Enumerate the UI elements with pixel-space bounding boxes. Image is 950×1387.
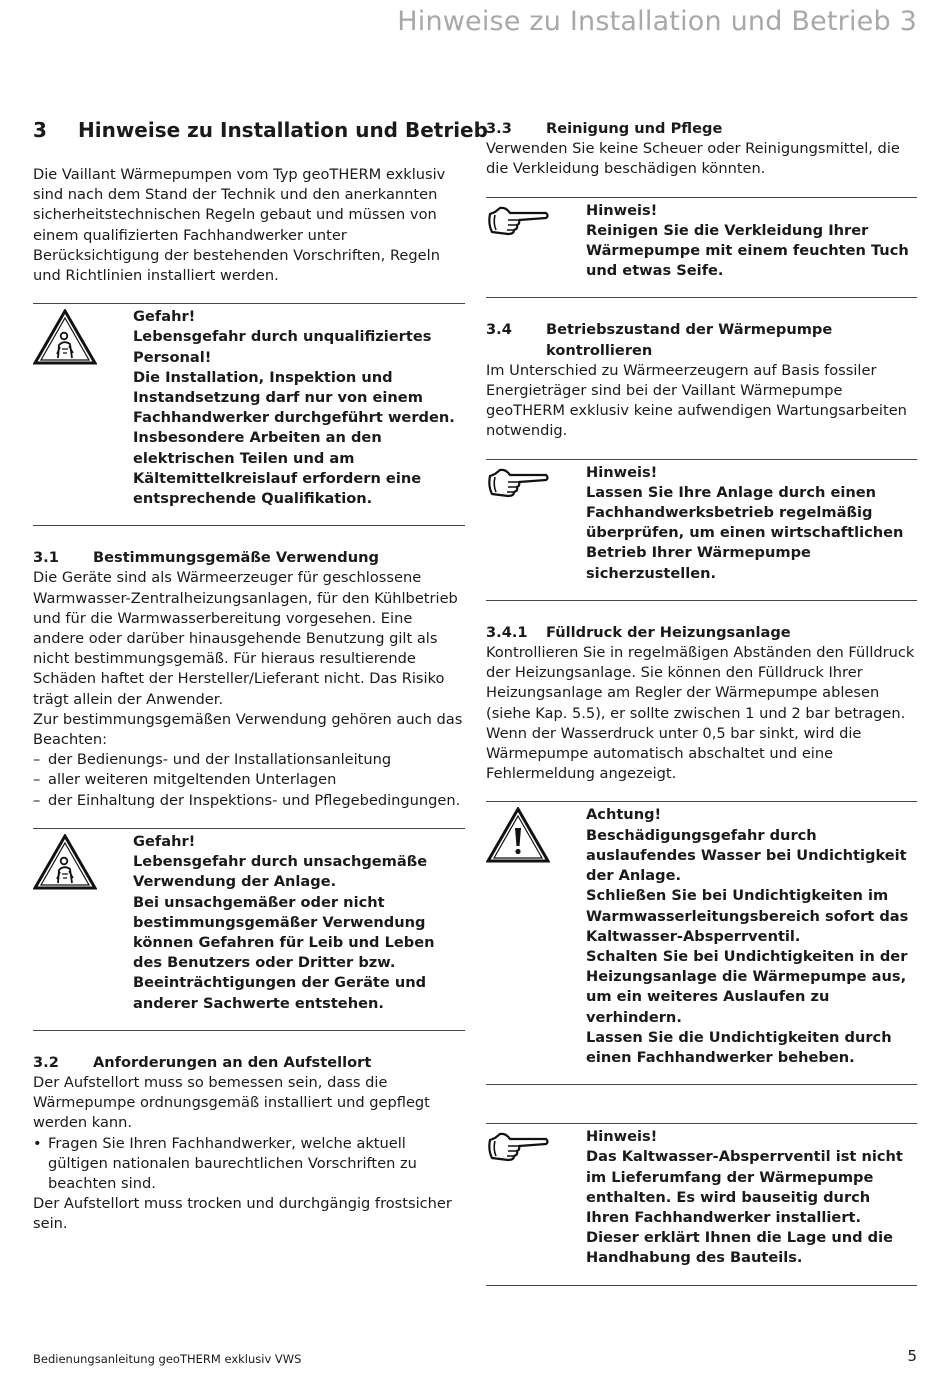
section-3-4-paragraph: Im Unterschied zu Wärmeerzeugern auf Basis fossiler Energieträger sind bei der Vaillant Wärmepumpe geoTHERM exklusiv keine aufwendigen Wartungsarbeiten notwendig. xyxy=(486,361,907,440)
caution-label: Achtung! xyxy=(586,806,662,824)
section-number: 3.4 xyxy=(486,321,512,339)
list-item: – der Einhaltung der Inspektions- und Pflegebedingungen. xyxy=(33,791,461,809)
list-item: – der Bedienungs- und der Installationsanleitung xyxy=(33,751,392,769)
section-3-2-paragraph-2: Der Aufstellort muss trocken und durchgängig frostsicher sein. xyxy=(33,1195,452,1233)
chapter-title xyxy=(33,118,488,142)
caution-box xyxy=(486,801,917,1085)
hint-body: Das Kaltwasser-Absperrventil ist nicht im Lieferumfang der Wärmepumpe enthalten. Es wird bauseitig durch Ihren Fachhandwerker installiert. Dieser erklärt Ihnen die Lage und die Handhabung des Bauteils. xyxy=(586,1148,903,1267)
section-number: 3.3 xyxy=(486,120,512,137)
danger-body: Die Installation, Inspektion und Instandsetzung darf nur von einem Fachhandwerker durchgeführt werden. Insbesondere Arbeiten an den elektrischen Teilen und am Kältemittelkreislauf erfordern eine entsprechende Qualifikation. xyxy=(133,368,455,508)
section-title: Fülldruck der Heizungsanlage xyxy=(546,623,791,641)
caution-instruction: Lassen Sie die Undichtigkeiten durch einen Fachhandwerker beheben. xyxy=(586,1028,892,1066)
section-3-3-heading xyxy=(486,119,917,139)
section-title: Reinigung und Pflege xyxy=(546,120,723,137)
section-number: 3.1 xyxy=(33,549,59,567)
hint-body: Reinigen Sie die Verkleidung Ihrer Wärmepumpe mit einem feuchten Tuch und etwas Seife. xyxy=(586,221,909,280)
page-footer: Bedienungsanleitung geoTHERM exklusiv VWS xyxy=(33,1352,302,1366)
right-column xyxy=(486,114,917,1286)
danger-box-2 xyxy=(33,828,465,1031)
danger-heading: Lebensgefahr durch unqualifiziertes Personal! xyxy=(133,328,432,366)
section-3-1-paragraph-1: Die Geräte sind als Wärmeerzeuger für geschlossene Warmwasser-Zentralheizungsanlagen, für den Kühlbetrieb und für die Warmwasserbereitung vorgesehen. Eine andere oder darüber hinausgehende Benutzung gilt als nicht bestimmungsgemäß. Für hieraus resultierende Schäden haftet der Hersteller/Lieferant nicht. Das Risiko trägt allein der Anwender. xyxy=(33,569,458,708)
section-3-3-paragraph: Verwenden Sie keine Scheuer oder Reinigungsmittel, die die Verkleidung beschädigen könnten. xyxy=(486,140,900,178)
section-3-1-paragraph-2: Zur bestimmungsgemäßen Verwendung gehören auch das Beachten: xyxy=(33,710,463,749)
bullet-item: • Fragen Sie Ihren Fachhandwerker, welche aktuell gültigen nationalen baurechtlichen Vorschriften zu beachten sind. xyxy=(33,1134,417,1192)
chapter-number: 3 xyxy=(33,118,47,142)
section-number: 3.2 xyxy=(33,1053,59,1071)
chapter-title-text: Hinweise zu Installation und Betrieb xyxy=(78,118,488,142)
hint-box-2 xyxy=(486,459,917,601)
section-3-1-heading xyxy=(33,548,465,568)
section-3-4-heading xyxy=(486,320,917,360)
caution-instruction: Schließen Sie bei Undichtigkeiten im Warmwasserleitungsbereich sofort das Kaltwasser-Absperrventil. xyxy=(586,887,909,945)
pointing-hand-icon xyxy=(486,460,586,600)
hint-body: Lassen Sie Ihre Anlage durch einen Fachhandwerksbetrieb regelmäßig überprüfen, um einen wirtschaftlichen Betrieb Ihrer Wärmepumpe sicherzustellen. xyxy=(586,483,904,582)
danger-heading: Lebensgefahr durch unsachgemäße Verwendung der Anlage. xyxy=(133,853,428,891)
caution-heading: Beschädigungsgefahr durch auslaufendes Wasser bei Undichtigkeit der Anlage. xyxy=(586,826,907,885)
hint-box-1 xyxy=(486,197,917,299)
hint-box-3 xyxy=(486,1123,917,1285)
hint-label: Hinweis! xyxy=(586,201,658,219)
hint-label: Hinweis! xyxy=(586,1128,658,1146)
section-number: 3.4.1 xyxy=(486,623,528,641)
section-3-2-heading xyxy=(33,1053,465,1073)
section-3-2-paragraph-1: Der Aufstellort muss so bemessen sein, dass die Wärmepumpe ordnungsgemäß installiert und gepflegt werden kann. xyxy=(33,1073,430,1132)
caution-instruction: Schalten Sie bei Undichtigkeiten in der Heizungsanlage die Wärmepumpe aus, um ein weiteres Auslaufen zu verhindern. xyxy=(586,947,908,1026)
danger-box-1 xyxy=(33,303,465,526)
left-column xyxy=(33,114,488,1235)
section-title: Anforderungen an den Aufstellort xyxy=(93,1053,372,1071)
hint-label: Hinweis! xyxy=(586,463,658,481)
section-3-4-1-paragraph: Kontrollieren Sie in regelmäßigen Abständen den Fülldruck der Heizungsanlage. Sie können den Fülldruck Ihrer Heizungsanlage am Regler der Wärmepumpe ablesen (siehe Kap. 5.5), er sollte zwischen 1 und 2 bar betragen. Wenn der Wasserdruck unter 0,5 bar sinkt, wird die Wärmepumpe automatisch abschaltet und eine Fehlermeldung angezeigt. xyxy=(486,644,915,783)
running-header: Hinweise zu Installation und Betrieb 3 xyxy=(397,6,917,37)
danger-label: Gefahr! xyxy=(133,832,196,850)
list-item: – aller weiteren mitgeltenden Unterlagen xyxy=(33,771,337,789)
pointing-hand-icon xyxy=(486,198,586,298)
person-warning-icon xyxy=(33,829,133,1030)
exclamation-warning-icon xyxy=(486,802,586,1084)
section-3-4-1-heading xyxy=(486,623,917,643)
page-number: 5 xyxy=(907,1347,917,1365)
intro-paragraph: Die Vaillant Wärmepumpen vom Typ geoTHERM exklusiv sind nach dem Stand der Technik und den anerkannten sicherheitstechnischen Regeln gebaut und müssen von einem qualifizierten Fachhandwerker unter Berücksichtigung der bestehenden Vorschriften, Regeln und Richtlinien installiert werden. xyxy=(33,166,446,285)
section-title-continued: kontrollieren xyxy=(546,341,653,359)
danger-body: Bei unsachgemäßer oder nicht bestimmungsgemäßer Verwendung können Gefahren für Leib und Leben des Benutzers oder Dritter bzw. Beeinträchtigungen der Geräte und anderer Sachwerte entstehen. xyxy=(133,893,435,1012)
danger-label: Gefahr! xyxy=(133,308,196,326)
person-warning-icon xyxy=(33,304,133,525)
section-title: Betriebszustand der Wärmepumpe xyxy=(546,321,833,339)
pointing-hand-icon xyxy=(486,1124,586,1284)
section-title: Bestimmungsgemäße Verwendung xyxy=(93,549,379,567)
